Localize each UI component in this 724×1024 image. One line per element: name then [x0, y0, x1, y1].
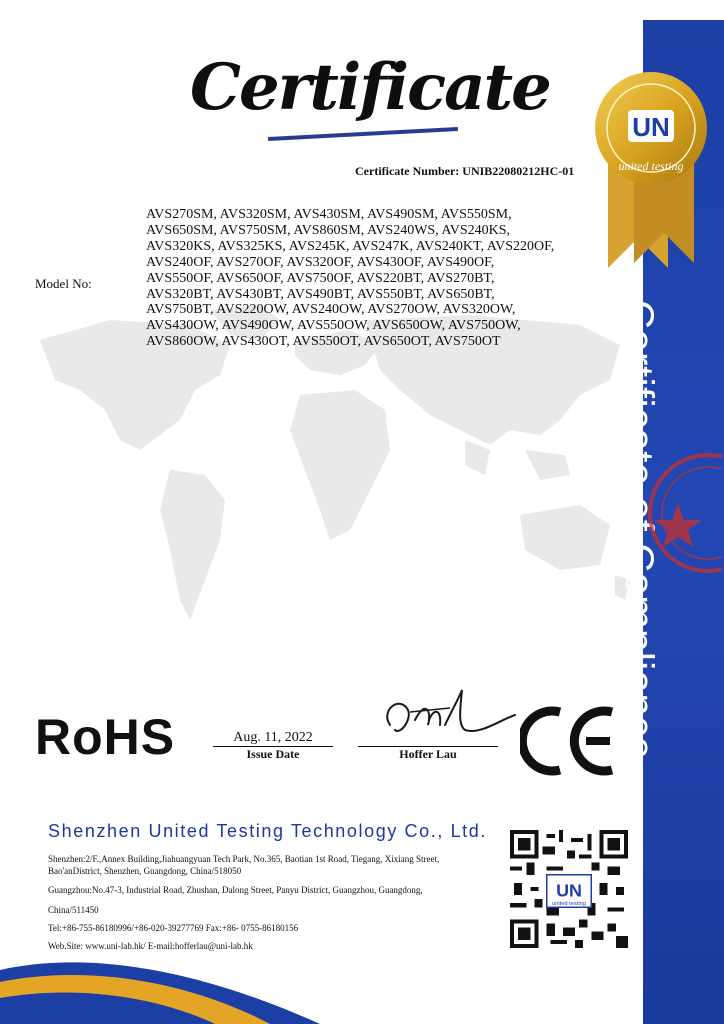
company-name: Shenzhen United Testing Technology Co., Ltd.: [48, 821, 487, 841]
company-address-line: China/511450: [48, 905, 99, 915]
certificate-number: [355, 164, 574, 179]
rohs-mark: RoHS: [35, 709, 176, 765]
qr-caption: united testing: [552, 900, 586, 907]
side-banner: [617, 300, 724, 860]
issue-date-label: Issue Date: [246, 747, 300, 761]
company-address-line: Bao'anDistrict, Shenzhen, Guangdong, China/518050: [48, 866, 242, 876]
title-underline: [268, 127, 458, 141]
company-contact-line: Tel:+86-755-86180996/+86-020-39277769 Fax:+86- 0755-86180156: [48, 923, 299, 933]
qr-logo: UN: [556, 880, 582, 901]
model-label: Model No:: [35, 276, 92, 291]
bottom-decoration: [0, 940, 320, 1024]
certificate-number-value: UNIB22080212HC-01: [462, 164, 575, 178]
model-line: AVS240OF, AVS270OF, AVS320OF, AVS430OF, AVS490OF,: [146, 254, 495, 270]
company-address-line: Shenzhen:2/F.,Annex Building,Jiahuangyuan Tech Park, No.365, Baotian 1st Road, Tiegang, Xixiang Street,: [48, 854, 440, 864]
company-web-line: Web.Site: www.uni-lab.hk/ E-mail:hofferlau@uni-lab.hk: [48, 941, 253, 951]
certificate-number-label: Certificate Number:: [355, 164, 460, 178]
model-line: AVS650SM, AVS750SM, AVS860SM, AVS240WS, AVS240KS,: [146, 222, 511, 238]
model-line: AVS320KS, AVS325KS, AVS245K, AVS247K, AVS240KT, AVS220OF,: [146, 238, 555, 254]
united-testing-badge: [586, 68, 716, 268]
model-line: AVS320BT, AVS430BT, AVS490BT, AVS550BT, AVS650BT,: [146, 286, 495, 302]
signature: [370, 680, 520, 750]
signer-name: Hoffer Lau: [399, 747, 457, 761]
model-line: AVS860OW, AVS430OT, AVS550OT, AVS650OT, AVS750OT: [146, 334, 501, 350]
qr-code: [510, 830, 628, 948]
model-line: AVS430OW, AVS490OW, AVS550OW, AVS650OW, AVS750OW,: [146, 318, 521, 334]
certificate-title: Certificate: [190, 50, 550, 125]
company-address-line: Guangzhou:No.47-3, Industrial Road, Zhushan, Dalong Street, Panyu District, Guangzhou, Guangdong,: [48, 885, 423, 895]
side-banner-text: Certificate of Compliance: [617, 300, 661, 760]
world-map-watermark: [20, 300, 640, 660]
badge-text: united testing: [618, 159, 684, 173]
ce-mark: [520, 706, 620, 776]
model-line: AVS550OF, AVS650OF, AVS750OF, AVS220BT, AVS270BT,: [146, 270, 495, 286]
model-line: AVS270SM, AVS320SM, AVS430SM, AVS490SM, AVS550SM,: [146, 207, 512, 222]
model-list: [146, 207, 576, 350]
model-line: AVS750BT, AVS220OW, AVS240OW, AVS270OW, AVS320OW,: [146, 302, 516, 318]
issue-date: Aug. 11, 2022: [233, 730, 313, 745]
badge-logo: UN: [632, 112, 670, 142]
company-seal-stamp: [648, 448, 722, 578]
